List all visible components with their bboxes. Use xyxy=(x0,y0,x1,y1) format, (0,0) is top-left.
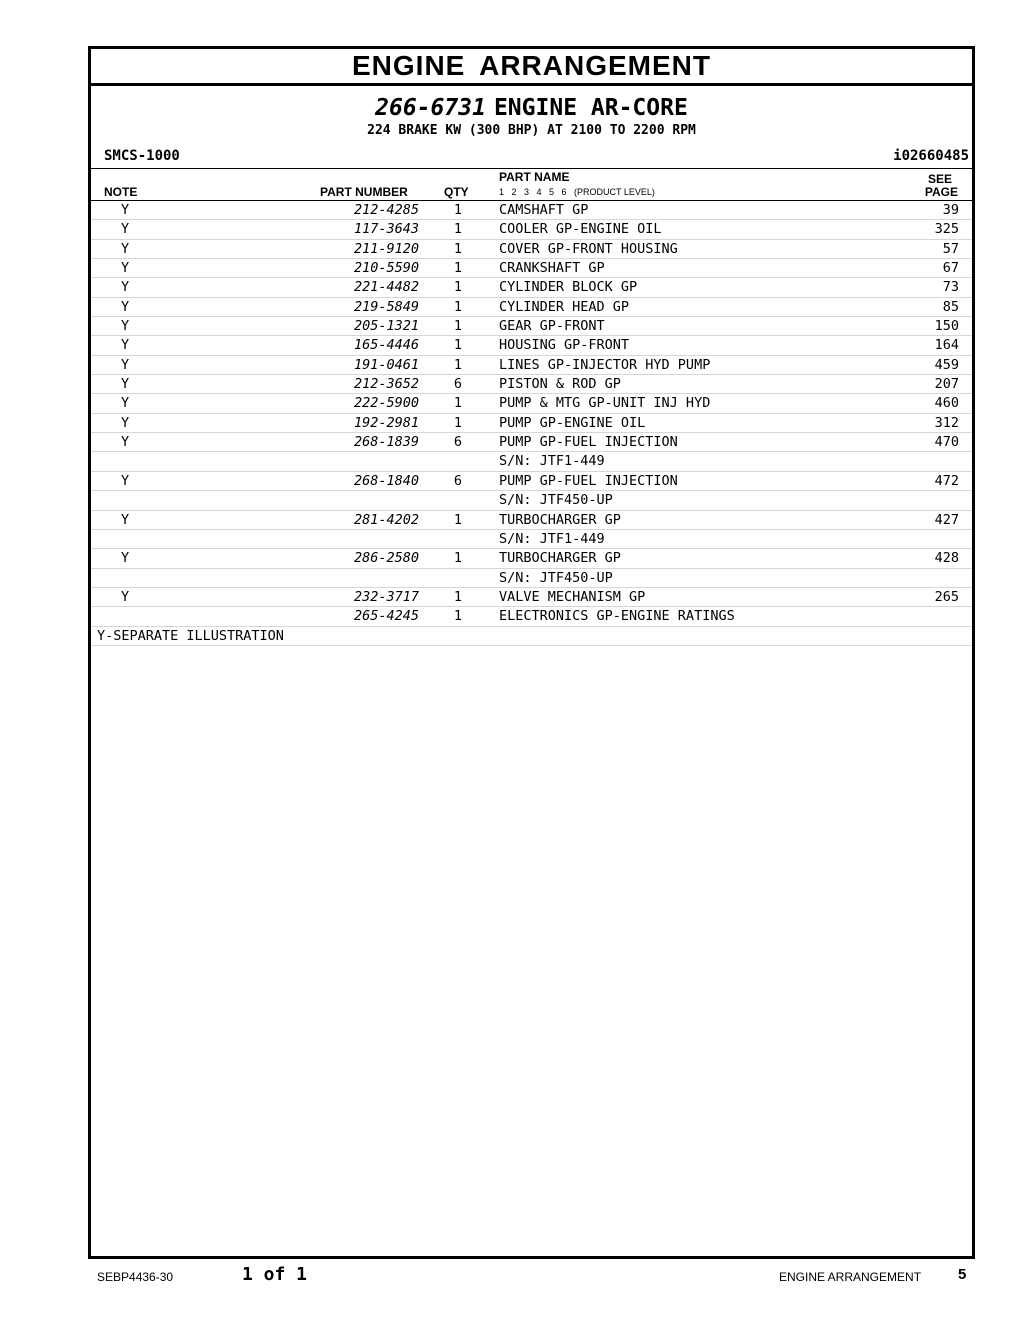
row-part-name: COVER GP-FRONT HOUSING xyxy=(499,240,678,257)
row-see-page: 427 xyxy=(934,511,959,528)
row-part-name: TURBOCHARGER GP xyxy=(499,511,621,528)
row-qty: 1 xyxy=(453,298,463,315)
row-note: Y xyxy=(121,588,130,605)
row-qty: 6 xyxy=(453,472,463,489)
row-note: Y xyxy=(121,318,130,335)
parts-page-frame xyxy=(88,46,975,1259)
row-part-name: S/N: JTF1-449 xyxy=(499,453,605,470)
table-row xyxy=(91,259,972,278)
row-see-page: 428 xyxy=(934,550,959,567)
row-qty: 1 xyxy=(453,318,463,335)
row-part-name: S/N: JTF1-449 xyxy=(499,530,605,547)
row-see-page: 470 xyxy=(934,434,959,451)
row-note: Y xyxy=(121,260,130,277)
row-see-page: 39 xyxy=(942,202,959,218)
row-part-number: 212-4285 xyxy=(353,202,419,218)
row-part-name: CYLINDER BLOCK GP xyxy=(499,279,638,296)
meta-row xyxy=(91,144,972,168)
table-row xyxy=(91,588,972,607)
row-note: Y xyxy=(121,240,130,257)
row-qty: 1 xyxy=(453,260,463,277)
row-note: Y xyxy=(121,221,130,238)
row-note: Y xyxy=(121,337,130,354)
page-title: ENGINE ARRANGEMENT xyxy=(352,50,711,81)
table-row xyxy=(91,414,972,433)
footnote-row xyxy=(91,627,972,646)
group-heading xyxy=(91,95,972,121)
row-qty: 1 xyxy=(453,414,463,431)
row-part-number: 232-3717 xyxy=(353,588,419,605)
row-part-number: 192-2981 xyxy=(353,414,419,431)
row-part-name: VALVE MECHANISM GP xyxy=(499,588,646,605)
product-level-legend: 1 2 3 4 5 6 (PRODUCT LEVEL) xyxy=(499,187,655,197)
table-row xyxy=(91,356,972,375)
row-see-page: 73 xyxy=(942,279,959,296)
table-row xyxy=(91,375,972,394)
row-note: Y xyxy=(121,434,130,451)
table-row xyxy=(91,240,972,259)
illustration-reference: i02660485 xyxy=(893,148,969,164)
row-see-page: 67 xyxy=(942,260,959,277)
header-part-name: PART NAME xyxy=(499,170,570,184)
row-part-name: CYLINDER HEAD GP xyxy=(499,298,630,315)
row-qty: 1 xyxy=(453,395,463,412)
table-row xyxy=(91,278,972,297)
page-count: 1 of 1 xyxy=(242,1264,308,1285)
column-headers xyxy=(91,168,972,201)
row-qty: 1 xyxy=(453,202,463,218)
table-row xyxy=(91,433,972,452)
row-qty: 1 xyxy=(453,550,463,567)
row-note: Y xyxy=(121,414,130,431)
title-bar xyxy=(91,49,972,86)
row-note: Y xyxy=(121,472,130,489)
row-part-name: LINES GP-INJECTOR HYD PUMP xyxy=(499,356,711,373)
row-part-name: HOUSING GP-FRONT xyxy=(499,337,630,354)
row-part-name: PUMP GP-FUEL INJECTION xyxy=(499,434,678,451)
page-footer xyxy=(0,1262,1020,1292)
row-see-page: 85 xyxy=(942,298,959,315)
footnote: Y-SEPARATE ILLUSTRATION xyxy=(97,627,284,644)
row-note: Y xyxy=(121,202,130,218)
row-part-name: GEAR GP-FRONT xyxy=(499,318,605,335)
row-part-number: 268-1839 xyxy=(353,434,419,451)
row-part-number: 221-4482 xyxy=(353,279,419,296)
row-qty: 1 xyxy=(453,337,463,354)
row-part-number: 222-5900 xyxy=(353,395,419,412)
header-qty: QTY xyxy=(444,185,469,199)
row-part-name: CRANKSHAFT GP xyxy=(499,260,605,277)
row-note: Y xyxy=(121,511,130,528)
row-part-name: S/N: JTF450-UP xyxy=(499,569,613,586)
row-see-page: 472 xyxy=(934,472,959,489)
row-part-number: 210-5590 xyxy=(353,260,419,277)
table-row xyxy=(91,569,972,588)
row-part-number: 212-3652 xyxy=(353,376,419,393)
row-note: Y xyxy=(121,356,130,373)
row-qty: 1 xyxy=(453,511,463,528)
row-part-name: CAMSHAFT GP xyxy=(499,202,589,218)
row-part-name: S/N: JTF450-UP xyxy=(499,492,613,509)
row-see-page: 325 xyxy=(934,221,959,238)
table-row xyxy=(91,394,972,413)
row-part-number: 268-1840 xyxy=(353,472,419,489)
row-qty: 1 xyxy=(453,608,463,625)
table-row xyxy=(91,298,972,317)
table-row xyxy=(91,317,972,336)
row-see-page: 57 xyxy=(942,240,959,257)
table-row xyxy=(91,491,972,510)
row-qty: 1 xyxy=(453,221,463,238)
header-see: SEE xyxy=(927,172,952,186)
table-row xyxy=(91,549,972,568)
header-note: NOTE xyxy=(104,185,138,199)
row-part-name: ELECTRONICS GP-ENGINE RATINGS xyxy=(499,608,735,625)
table-row xyxy=(91,336,972,355)
row-part-number: 265-4245 xyxy=(353,608,419,625)
row-qty: 6 xyxy=(453,376,463,393)
row-note: Y xyxy=(121,395,130,412)
row-note: Y xyxy=(121,376,130,393)
row-see-page: 265 xyxy=(934,588,959,605)
smcs-code: SMCS-1000 xyxy=(104,148,180,164)
row-qty: 1 xyxy=(453,279,463,296)
page-number: 5 xyxy=(958,1266,967,1283)
row-part-number: 281-4202 xyxy=(353,511,419,528)
row-note: Y xyxy=(121,550,130,567)
row-qty: 1 xyxy=(453,240,463,257)
row-see-page: 312 xyxy=(934,414,959,431)
table-row xyxy=(91,511,972,530)
row-qty: 6 xyxy=(453,434,463,451)
row-part-name: COOLER GP-ENGINE OIL xyxy=(499,221,662,238)
group-part-name: ENGINE AR-CORE xyxy=(493,95,688,121)
row-qty: 1 xyxy=(453,356,463,373)
header-page: PAGE xyxy=(924,185,958,199)
row-qty: 1 xyxy=(453,588,463,605)
row-part-number: 219-5849 xyxy=(353,298,419,315)
row-see-page: 164 xyxy=(934,337,959,354)
row-part-number: 211-9120 xyxy=(353,240,419,257)
table-row xyxy=(91,472,972,491)
section-name: ENGINE ARRANGEMENT xyxy=(779,1270,922,1284)
row-part-name: TURBOCHARGER GP xyxy=(499,550,621,567)
row-note: Y xyxy=(121,298,130,315)
header-part-number: PART NUMBER xyxy=(320,185,408,199)
group-part-number: 266-6731 xyxy=(375,95,486,121)
row-part-number: 205-1321 xyxy=(353,318,419,335)
row-part-name: PUMP GP-ENGINE OIL xyxy=(499,414,646,431)
parts-list xyxy=(91,201,972,627)
row-part-number: 286-2580 xyxy=(353,550,419,567)
row-part-name: PISTON & ROD GP xyxy=(499,376,621,393)
engine-rating: 224 BRAKE KW (300 BHP) AT 2100 TO 2200 RPM xyxy=(367,123,696,138)
table-row xyxy=(91,607,972,626)
document-number: SEBP4436-30 xyxy=(97,1270,174,1284)
row-part-number: 117-3643 xyxy=(353,221,419,238)
row-part-number: 191-0461 xyxy=(353,356,419,373)
table-row xyxy=(91,220,972,239)
table-row xyxy=(91,452,972,471)
row-see-page: 150 xyxy=(934,318,959,335)
row-see-page: 207 xyxy=(934,376,959,393)
row-part-number: 165-4446 xyxy=(353,337,419,354)
row-part-name: PUMP & MTG GP-UNIT INJ HYD xyxy=(499,395,711,412)
table-row xyxy=(91,530,972,549)
table-row xyxy=(91,201,972,220)
row-note: Y xyxy=(121,279,130,296)
row-see-page: 459 xyxy=(934,356,959,373)
row-part-name: PUMP GP-FUEL INJECTION xyxy=(499,472,678,489)
row-see-page: 460 xyxy=(934,395,959,412)
